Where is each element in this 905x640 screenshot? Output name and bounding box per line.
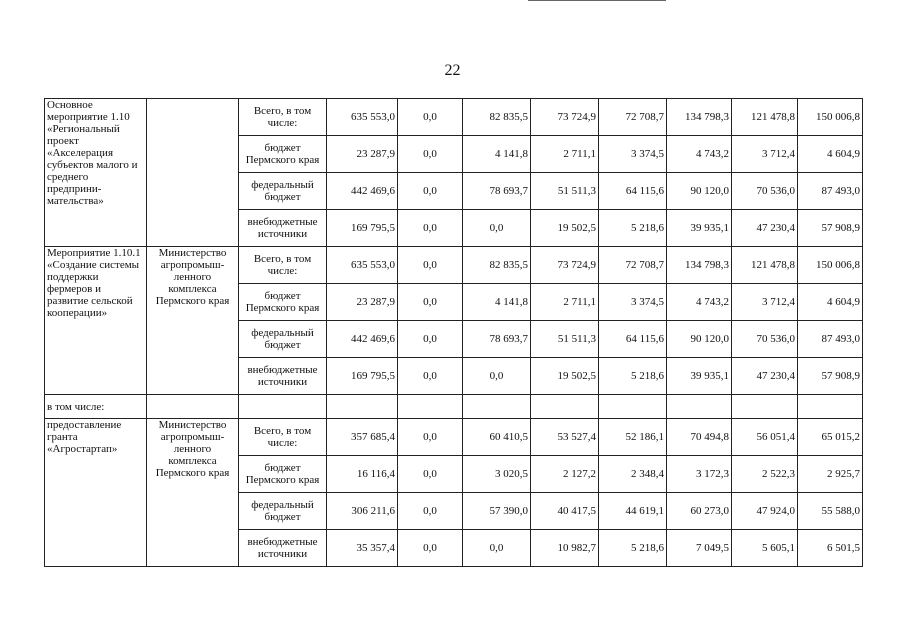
amount-cell: 3 374,5 (599, 284, 667, 321)
amount-cell: 70 494,8 (667, 419, 732, 456)
amount-cell: 4 141,8 (463, 284, 531, 321)
amount-cell: 2 925,7 (798, 456, 863, 493)
amount-cell: 169 795,5 (327, 210, 398, 247)
empty-cell (667, 395, 732, 419)
funding-source-cell: бюджет Пермского края (239, 136, 327, 173)
funding-source-cell: бюджет Пермского края (239, 284, 327, 321)
amount-cell: 121 478,8 (732, 99, 798, 136)
budget-table (44, 98, 863, 567)
amount-cell: 150 006,8 (798, 99, 863, 136)
executor-cell: Министерство агропромыш-ленного комплекса Пермского края (147, 247, 239, 395)
empty-cell (147, 395, 239, 419)
subheader-label: в том числе: (45, 395, 147, 419)
amount-cell: 121 478,8 (732, 247, 798, 284)
amount-cell: 19 502,5 (531, 358, 599, 395)
executor-cell (147, 99, 239, 247)
amount-cell: 60 273,0 (667, 493, 732, 530)
funding-source-cell: Всего, в том числе: (239, 99, 327, 136)
amount-cell: 0,0 (398, 247, 463, 284)
amount-cell: 0,0 (463, 530, 531, 567)
executor-cell: Министерство агропромыш-ленного комплекса Пермского края (147, 419, 239, 567)
empty-cell (599, 395, 667, 419)
amount-cell: 51 511,3 (531, 321, 599, 358)
amount-cell: 635 553,0 (327, 99, 398, 136)
amount-cell: 3 712,4 (732, 136, 798, 173)
amount-cell: 3 020,5 (463, 456, 531, 493)
amount-cell: 90 120,0 (667, 173, 732, 210)
amount-cell: 4 604,9 (798, 284, 863, 321)
amount-cell: 2 348,4 (599, 456, 667, 493)
amount-cell: 4 743,2 (667, 136, 732, 173)
funding-source-cell: федеральный бюджет (239, 173, 327, 210)
amount-cell: 78 693,7 (463, 321, 531, 358)
amount-cell: 2 522,3 (732, 456, 798, 493)
amount-cell: 5 218,6 (599, 210, 667, 247)
funding-source-cell: внебюджетные источники (239, 210, 327, 247)
amount-cell: 0,0 (398, 284, 463, 321)
amount-cell: 57 908,9 (798, 210, 863, 247)
amount-cell: 44 619,1 (599, 493, 667, 530)
amount-cell: 64 115,6 (599, 173, 667, 210)
amount-cell: 7 049,5 (667, 530, 732, 567)
amount-cell: 16 116,4 (327, 456, 398, 493)
amount-cell: 55 588,0 (798, 493, 863, 530)
empty-cell (463, 395, 531, 419)
amount-cell: 357 685,4 (327, 419, 398, 456)
amount-cell: 72 708,7 (599, 99, 667, 136)
amount-cell: 65 015,2 (798, 419, 863, 456)
amount-cell: 3 374,5 (599, 136, 667, 173)
amount-cell: 134 798,3 (667, 247, 732, 284)
amount-cell: 3 172,3 (667, 456, 732, 493)
subheader-row (45, 395, 863, 419)
funding-source-cell: федеральный бюджет (239, 321, 327, 358)
amount-cell: 4 141,8 (463, 136, 531, 173)
amount-cell: 82 835,5 (463, 247, 531, 284)
amount-cell: 5 605,1 (732, 530, 798, 567)
amount-cell: 442 469,6 (327, 321, 398, 358)
amount-cell: 47 924,0 (732, 493, 798, 530)
amount-cell: 87 493,0 (798, 173, 863, 210)
amount-cell: 47 230,4 (732, 210, 798, 247)
amount-cell: 39 935,1 (667, 210, 732, 247)
amount-cell: 35 357,4 (327, 530, 398, 567)
empty-cell (798, 395, 863, 419)
amount-cell: 51 511,3 (531, 173, 599, 210)
amount-cell: 60 410,5 (463, 419, 531, 456)
table-row (45, 247, 863, 284)
amount-cell: 0,0 (398, 136, 463, 173)
amount-cell: 150 006,8 (798, 247, 863, 284)
amount-cell: 70 536,0 (732, 321, 798, 358)
amount-cell: 169 795,5 (327, 358, 398, 395)
table-row (45, 419, 863, 456)
empty-cell (732, 395, 798, 419)
amount-cell: 10 982,7 (531, 530, 599, 567)
funding-source-cell: внебюджетные источники (239, 530, 327, 567)
amount-cell: 5 218,6 (599, 358, 667, 395)
amount-cell: 57 908,9 (798, 358, 863, 395)
activity-name-cell: Мероприятие 1.10.1 «Создание системы поддержки фермеров и развитие сельской кооперации» (45, 247, 147, 395)
activity-name-cell: предоставление гранта «Агростартап» (45, 419, 147, 567)
funding-source-cell: внебюджетные источники (239, 358, 327, 395)
amount-cell: 47 230,4 (732, 358, 798, 395)
funding-source-cell: Всего, в том числе: (239, 419, 327, 456)
page-number: 22 (444, 62, 461, 79)
amount-cell: 73 724,9 (531, 99, 599, 136)
amount-cell: 2 127,2 (531, 456, 599, 493)
activity-name-cell: Основное мероприятие 1.10 «Региональный проект «Акселерация субъектов малого и среднего предприни-мательства» (45, 99, 147, 247)
amount-cell: 23 287,9 (327, 284, 398, 321)
amount-cell: 0,0 (398, 493, 463, 530)
amount-cell: 0,0 (463, 210, 531, 247)
amount-cell: 6 501,5 (798, 530, 863, 567)
funding-source-cell: Всего, в том числе: (239, 247, 327, 284)
amount-cell: 0,0 (398, 358, 463, 395)
amount-cell: 72 708,7 (599, 247, 667, 284)
amount-cell: 0,0 (398, 321, 463, 358)
amount-cell: 442 469,6 (327, 173, 398, 210)
amount-cell: 3 712,4 (732, 284, 798, 321)
amount-cell: 73 724,9 (531, 247, 599, 284)
funding-source-cell: бюджет Пермского края (239, 456, 327, 493)
empty-cell (239, 395, 327, 419)
amount-cell: 0,0 (398, 99, 463, 136)
amount-cell: 635 553,0 (327, 247, 398, 284)
amount-cell: 52 186,1 (599, 419, 667, 456)
amount-cell: 0,0 (398, 419, 463, 456)
table-row (45, 99, 863, 136)
amount-cell: 56 051,4 (732, 419, 798, 456)
amount-cell: 306 211,6 (327, 493, 398, 530)
amount-cell: 0,0 (398, 456, 463, 493)
amount-cell: 0,0 (398, 210, 463, 247)
amount-cell: 2 711,1 (531, 136, 599, 173)
amount-cell: 2 711,1 (531, 284, 599, 321)
amount-cell: 134 798,3 (667, 99, 732, 136)
top-edge-line (528, 0, 666, 1)
amount-cell: 0,0 (398, 530, 463, 567)
amount-cell: 0,0 (463, 358, 531, 395)
empty-cell (398, 395, 463, 419)
amount-cell: 57 390,0 (463, 493, 531, 530)
amount-cell: 4 743,2 (667, 284, 732, 321)
amount-cell: 82 835,5 (463, 99, 531, 136)
amount-cell: 78 693,7 (463, 173, 531, 210)
empty-cell (531, 395, 599, 419)
amount-cell: 39 935,1 (667, 358, 732, 395)
funding-source-cell: федеральный бюджет (239, 493, 327, 530)
amount-cell: 0,0 (398, 173, 463, 210)
amount-cell: 70 536,0 (732, 173, 798, 210)
amount-cell: 87 493,0 (798, 321, 863, 358)
amount-cell: 40 417,5 (531, 493, 599, 530)
amount-cell: 19 502,5 (531, 210, 599, 247)
amount-cell: 64 115,6 (599, 321, 667, 358)
amount-cell: 5 218,6 (599, 530, 667, 567)
amount-cell: 23 287,9 (327, 136, 398, 173)
amount-cell: 53 527,4 (531, 419, 599, 456)
amount-cell: 90 120,0 (667, 321, 732, 358)
amount-cell: 4 604,9 (798, 136, 863, 173)
empty-cell (327, 395, 398, 419)
